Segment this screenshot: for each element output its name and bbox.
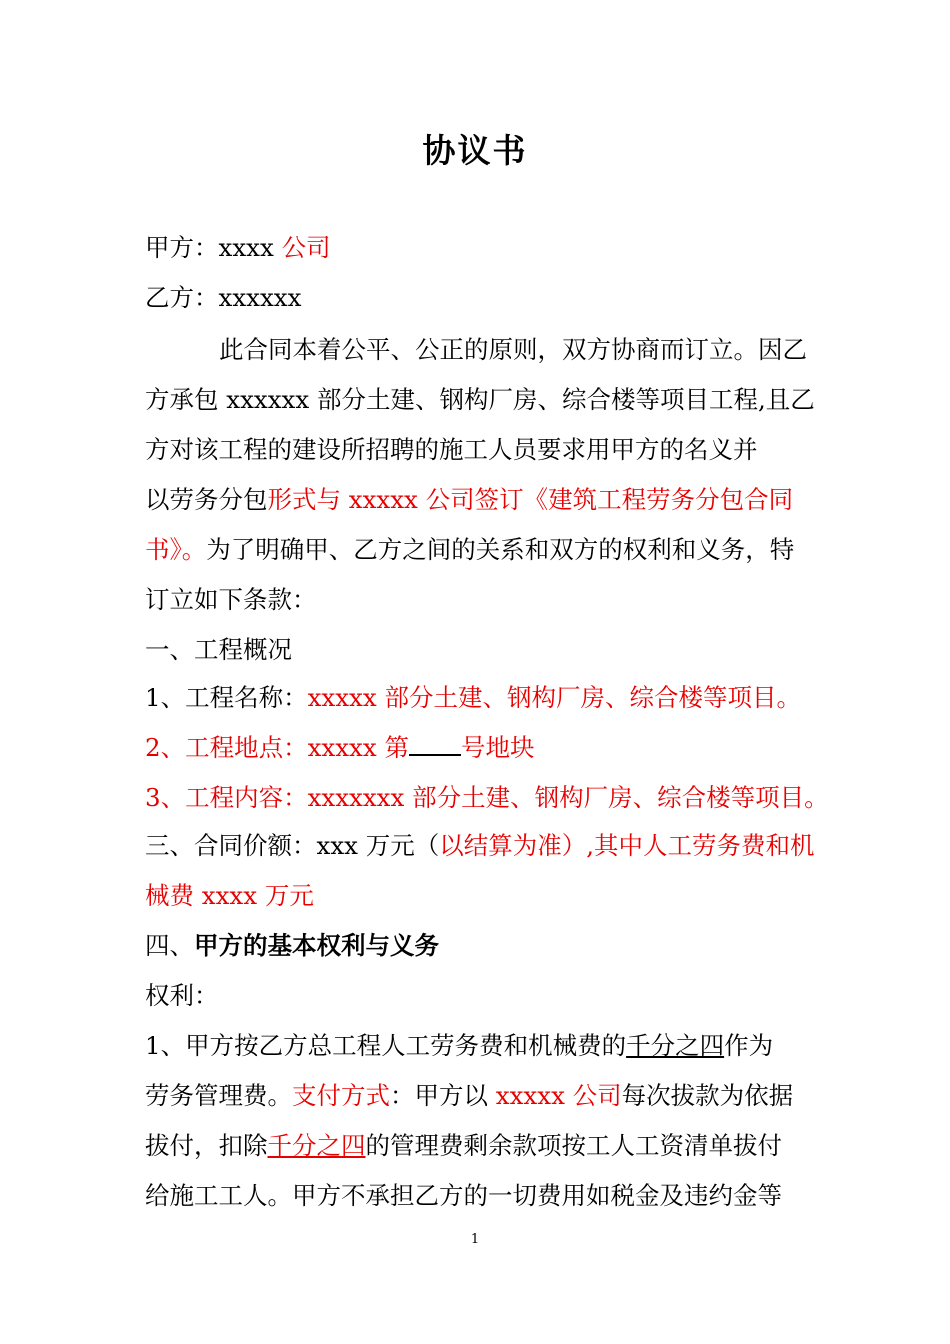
intro-line-4-black: 以劳务分包 [145,485,268,514]
p2-red-2: xxxxx 公司 [495,1081,622,1110]
intro-line-1: 此合同本着公平、公正的原则，双方协商而订立。因乙 [219,335,807,364]
intro-line-4-red: 形式与 xxxxx 公司签订《建筑工程劳务分包合同 [267,485,794,514]
section-1-heading: 一、工程概况 [145,635,292,664]
p2-c: 每次拔款为依据 [621,1081,794,1110]
intro-line-6: 订立如下条款： [145,585,317,614]
p3-b: 的管理费剩余款项按工人工资清单拔付 [365,1131,782,1160]
section-3-line-1 [145,830,815,862]
item-1-value: xxxxx 部分土建、钢构厂房、综合楼等项目。 [307,683,801,712]
party-a-label: 甲方：xxxx [145,233,282,262]
section-1-item-1 [145,682,810,714]
p1-b: 作为 [724,1031,774,1060]
section-1-item-3: 3、工程内容：xxxxxxx 部分土建、钢构厂房、综合楼等项目。 [145,783,829,812]
section-4-para-line-1 [145,1030,810,1062]
section-4-number: 四、 [145,931,194,960]
section-4-para-line-3 [145,1130,810,1162]
section-4-title: 甲方的基本权利与义务 [194,931,439,960]
section-4-para-line-4: 给施工工人。甲方不承担乙方的一切费用如税金及违约金等 [145,1181,782,1210]
intro-line-5-red: 书》。 [145,535,207,564]
p1-a: 1、甲方按乙方总工程人工劳务费和机械费的 [145,1031,627,1060]
p2-red: 支付方式 [292,1081,390,1110]
rights-label: 权利： [145,981,219,1010]
section-1-item-2 [145,732,810,764]
p1-underlined: 千分之四 [626,1031,725,1060]
p3-underlined: 千分之四 [267,1131,366,1160]
section-3-a: 三、合同价额：xxx 万元（ [145,831,440,860]
item-2-label: 2、工程地点：xxxxx 第 [145,733,409,762]
p3-a: 拔付，扣除 [145,1131,268,1160]
intro-line-3: 方对该工程的建设所招聘的施工人员要求用甲方的名义并 [145,435,758,464]
intro-line-5-black: 为了明确甲、乙方之间的关系和双方的权利和义务，特 [206,535,795,564]
party-b-label: 乙方：xxxxxx [145,283,302,312]
section-3-b: 以结算为准）,其中人工劳务费和机 [439,831,815,860]
intro-line-2: 方承包 xxxxxx 部分土建、钢构厂房、综合楼等项目工程,且乙 [145,385,815,414]
intro-line-5 [145,534,810,566]
intro-line-4 [145,484,810,516]
item-2-suffix: 号地块 [460,733,535,762]
p2-b: ：甲方以 [390,1081,496,1110]
section-4-heading [145,930,810,962]
section-4-para-line-2 [145,1080,810,1112]
page-number: 1 [470,1232,480,1247]
section-3-line-2: 械费 xxxx 万元 [145,881,314,910]
party-b-line [145,282,810,314]
party-a-line [145,232,810,264]
document-title: 协议书 [422,131,528,170]
item-1-label: 1、工程名称： [145,683,308,712]
p2-a: 劳务管理费。 [145,1081,292,1110]
blank-underline [409,732,461,756]
party-a-value: 公司 [281,233,331,262]
